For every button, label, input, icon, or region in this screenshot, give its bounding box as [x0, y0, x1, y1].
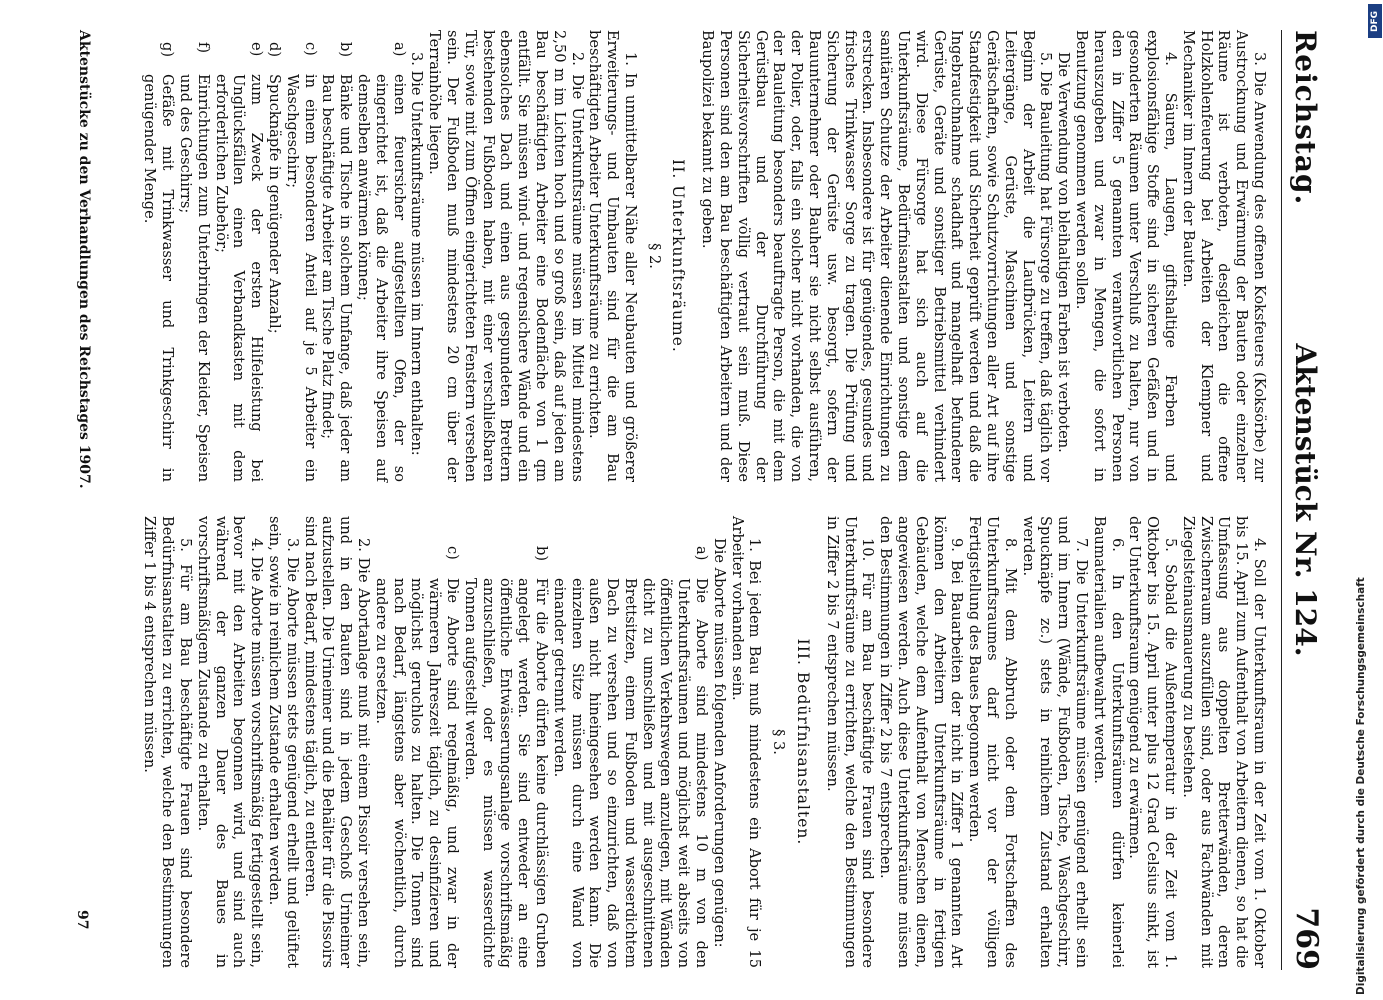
list-item [283, 30, 319, 482]
paragraph: 4. Die Aborte müssen vorschriftsmäßig fertiggestellt sein, bevor mit den Arbeiten begonnen wird, und sind auch während der ganzen Dauer des Baues in vorschriftsmäßigem Zustande zu erhalten. [194, 516, 266, 968]
header-title: Aktenstück Nr. 124. [1289, 343, 1322, 657]
paragraph: Die Aborte müssen folgenden Anforderungen genügen: [710, 538, 728, 948]
paragraph: 9. Bei Bauarbeiten der nicht in Ziffer 1 genannten Art können den Arbeitern Unterkunftsräume in fertigen Gebäuden, welche dem Aufenthalt von Menschen dienen, angewiesen werden. Auch diese Unterkunftsräume müssen den Bestimmungen in Ziffer 2 bis 7 entsprechen. [877, 516, 966, 968]
item-mark: d) [265, 42, 283, 58]
list-item [212, 30, 265, 482]
paragraph: 8. Mit dem Abbruch oder dem Fortschaffen des Unterkunftsraumes darf nicht vor der völligen Fertigstellung des Baues begonnen werden. [966, 516, 1019, 968]
item-mark: c) [301, 42, 319, 56]
paragraph: 7. Die Unterkunftsräume müssen genügend erhellt sein und im Innern (Wände, Fußboden, Tische, Waschgeschirr, Spucknäpfe zc.) stets in reinlichem Zustand erhalten werden. [1019, 516, 1091, 968]
list-item [176, 30, 212, 482]
paragraph: 4. Soll der Unterkunftsraum in der Zeit vom 1. Oktober bis 15. April zum Aufenthalt von Arbeitern dienen, so hat die Umfassung aus doppelten Bretterwänden, deren Zwischenraum auszufüllen sind, oder aus Fachwänden mit Ziegelsteinausmauerung zu bestehen. [1179, 516, 1268, 968]
paragraph: 6. In den Unterkunftsräumen dürfen keinerlei Baumaterialien aufbewahrt werden. [1090, 516, 1126, 968]
section-heading: III. Bedürfnisanstalten. [794, 638, 813, 846]
paragraph: 5. Die Bauleitung hat Fürsorge zu treffen, daß täglich vor Beginn der Arbeit die Laufbrücken, Leitern und Leitergänge, Gerüste, Maschinen und sonstige Gerätschaften, sowie Schutzvorrichtungen aller Art auf ihre Standfestigkeit und Sicherheit geprüft werden und daß die Ingebrauchnahme schadhaft und mangelhaft befundener Gerüste, Geräte und sonstiger Betriebsmittel verhindert wird. Diese Fürsorge hat sich auch auf die Unterkunftsräume, Bedürfnisanstalten und sonstige dem sanitären Schutze der Arbeiter dienende Einrichtungen zu erstrecken. Insbesondere ist für genügendes, gesundes und frisches Trinkwasser Sorge zu tragen. Die Prüfung und Sicherung der Gerüste usw. besorgt, sofern der Bauunternehmer oder Bauherr sie nicht selbst ausführen, der Polier, oder, falls ein solcher nicht vorhanden, die von der Bauleitung besonders beauftragte Person, die mit dem Gerüstbau und der Durchführung der Sicherheitsvorschriften völlig vertraut sein muß. Diese Personen sind den am Bau beschäftigten Arbeitern und der Baupolizei bekannt zu geben. [699, 30, 1055, 482]
paragraph: Die Verwendung von bleihaltigen Farben ist verboten. [1055, 52, 1073, 453]
list-item [319, 30, 355, 482]
item-text: Die Aborte sind mindestens 10 m von den Unterkunftsräumen und möglichst weit abseits von öffentlichen Verkehrswegen anzulegen, mit Wänden dicht zu umschließen und mit ausgeschnittenen Brettsitzen, einem Fußboden und wasserdichtem Dach zu versehen und so einzurichten, daß von außen nicht hineingesehen werden kann. Die einzelnen Sitze müssen durch eine Wand von einander getrennt werden. [550, 578, 711, 968]
item-mark: c) [443, 546, 461, 560]
item-text: einen feuersicher aufgestellten Ofen, der so eingerichtet ist, daß die Arbeiter ihre Speisen auf demselben anwärmen können; [354, 74, 408, 482]
item-mark: g) [159, 42, 177, 58]
paragraph: 2. Die Abortanlage muß mit einem Pissoir versehen sein, und in den Bauten sind in jedem Geschoß Urineimer aufzustellen. Die Urineimer und die Behälter für die Pissoirs sind nach Bedarf, mindestens täglich, zu entleeren. [301, 516, 372, 968]
paragraph: 1. In unmittelbarer Nähe aller Neubauten und größerer Erweiterungs- und Umbauten sind für die am Bau beschäftigten Arbeiter Unterkunftsräume zu errichten. [586, 30, 639, 482]
left-column [141, 30, 1268, 482]
footer-page-marker: 97 [74, 910, 90, 930]
paragraph: 1. Bei jedem Bau muß mindestens ein Abort für je 15 Arbeiter vorhanden sein. [728, 516, 764, 968]
list-item [461, 516, 550, 968]
paragraph: 5. Für am Bau beschäftigte Frauen sind besondere Bedürfnisanstalten zu errichten, welche den Bestimmungen Ziffer 1 bis 4 entsprechen müssen. [141, 516, 194, 968]
page-number: 769 [1289, 907, 1324, 970]
list-item [354, 30, 407, 482]
right-column [141, 516, 1268, 968]
paragraph: 3. Die Aborte müssen stets genügend erhellt und gelüftet sein, sowie in reinlichem Zustande erhalten werden. [265, 516, 301, 968]
paragraph: 10. Für am Bau beschäftigte Frauen sind besondere Unterkunftsräume zu errichten, welche den Bestimmungen in Ziffer 2 bis 7 entsprechen müssen. [823, 516, 877, 968]
digitization-credit: Digitalisierung gefördert durch die Deutsche Forschungsgemeinschaft [1355, 577, 1367, 995]
section-heading: II. Unterkunftsräume. [669, 159, 688, 353]
item-mark: a) [693, 546, 711, 561]
list-item [550, 516, 710, 968]
item-mark: b) [337, 42, 355, 58]
item-text: in einem besonderen Anteil auf je 5 Arbeiter ein Waschgeschirr; [283, 74, 319, 482]
item-mark: b) [532, 546, 550, 562]
section-sign: § 3. [770, 729, 788, 755]
item-mark: f) [194, 42, 212, 54]
list-item [372, 516, 461, 968]
dfg-logo-icon: DFG [1368, 4, 1382, 38]
header-left: Reichstag. [1289, 30, 1322, 206]
paragraph: 3. Die Unterkunftsräume müssen im Innern enthalten: [408, 52, 426, 456]
item-text: Gefäße mit Trinkwasser und Trinkgeschirr in genügender Menge. [141, 74, 177, 482]
paragraph: 5. Sobald die Außentemperatur in der Zeit vom 1. Oktober bis 15. April unter plus 12 Grad Celsius sinkt, ist der Unterkunftsraum genügend zu erwärmen. [1126, 516, 1180, 968]
section-sign: § 2. [645, 243, 663, 269]
item-text: Einrichtungen zum Unterbringen der Kleider, Speisen und des Geschirrs; [176, 74, 212, 482]
item-mark: e) [248, 42, 266, 57]
paragraph: 4. Säuren, Laugen, giftshaltige Farben und explosionsfähige Stoffe sind in sicheren Gefäßen und in gesonderten Räumen unter Verschluß zu halten, nur von den in Ziffer 5 genannten verantwortlichen Personen herauszugeben und zwar in Mengen, die sofort in Benutzung genommen werden sollen. [1073, 30, 1180, 482]
list-item [141, 30, 177, 482]
footer-source: Aktenstücke zu den Verhandlungen des Reichstages 1907. [76, 30, 92, 489]
item-text: zum Zweck der ersten Hilfeleistung bei Unglücksfällen einen Verbandkasten mit dem erforderlichen Zubehör; [212, 74, 266, 482]
item-text: Bänke und Tische in solchem Umfange, daß jeder am Bau beschäftigte Arbeiter am Tische Platz findet; [319, 74, 355, 482]
item-text: Die Aborte sind regelmäßig, und zwar in der wärmeren Jahreszeit täglich, zu desinfizieren und möglichst geruchlos zu halten. Die Tonnen sind nach Bedarf, längstens aber wöchentlich, durch andere zu ersetzen. [372, 578, 461, 968]
paragraph: 2. Die Unterkunftsräume müssen im Mittel mindestens 2,50 m im Lichten hoch und so groß sein, daß auf jeden am Bau beschäftigten Arbeiter eine Bodenfläche von 1 qm entfällt. Sie müssen wind- und regensichere Wände und ein ebensolches Dach und einen aus gespundeten Brettern bestehenden Fußboden haben, mit einer verschließbaren Tür, sowie mit zum Öffnen eingerichteten Fenstern versehen sein. Der Fußboden muß mindestens 20 cm über der Terrainhöhe liegen. [426, 30, 586, 482]
item-mark: a) [390, 42, 408, 57]
item-text: Spucknäpfe in genügender Anzahl; [265, 74, 283, 334]
item-text: Für die Aborte dürfen keine durchlässigen Gruben angelegt werden. Sie sind entweder an eine öffentliche Entwässerungsanlage vorschriftsmäßig anzuschließen, oder es müssen wasserdichte Tonnen aufgestellt werden. [461, 578, 550, 968]
document-page [30, 30, 1330, 970]
list-item [265, 30, 283, 482]
paragraph: 3. Die Anwendung des offenen Koksfeuers (Koksörbe) zur Austrocknung und Erwärmung der Bauten oder einzelner Räume ist verboten, desgleichen die offene Holzkohlenfeuerung bei Arbeiten der Klempner und Mechaniker im Innern der Bauten. [1179, 30, 1268, 482]
page-header [1281, 30, 1330, 970]
